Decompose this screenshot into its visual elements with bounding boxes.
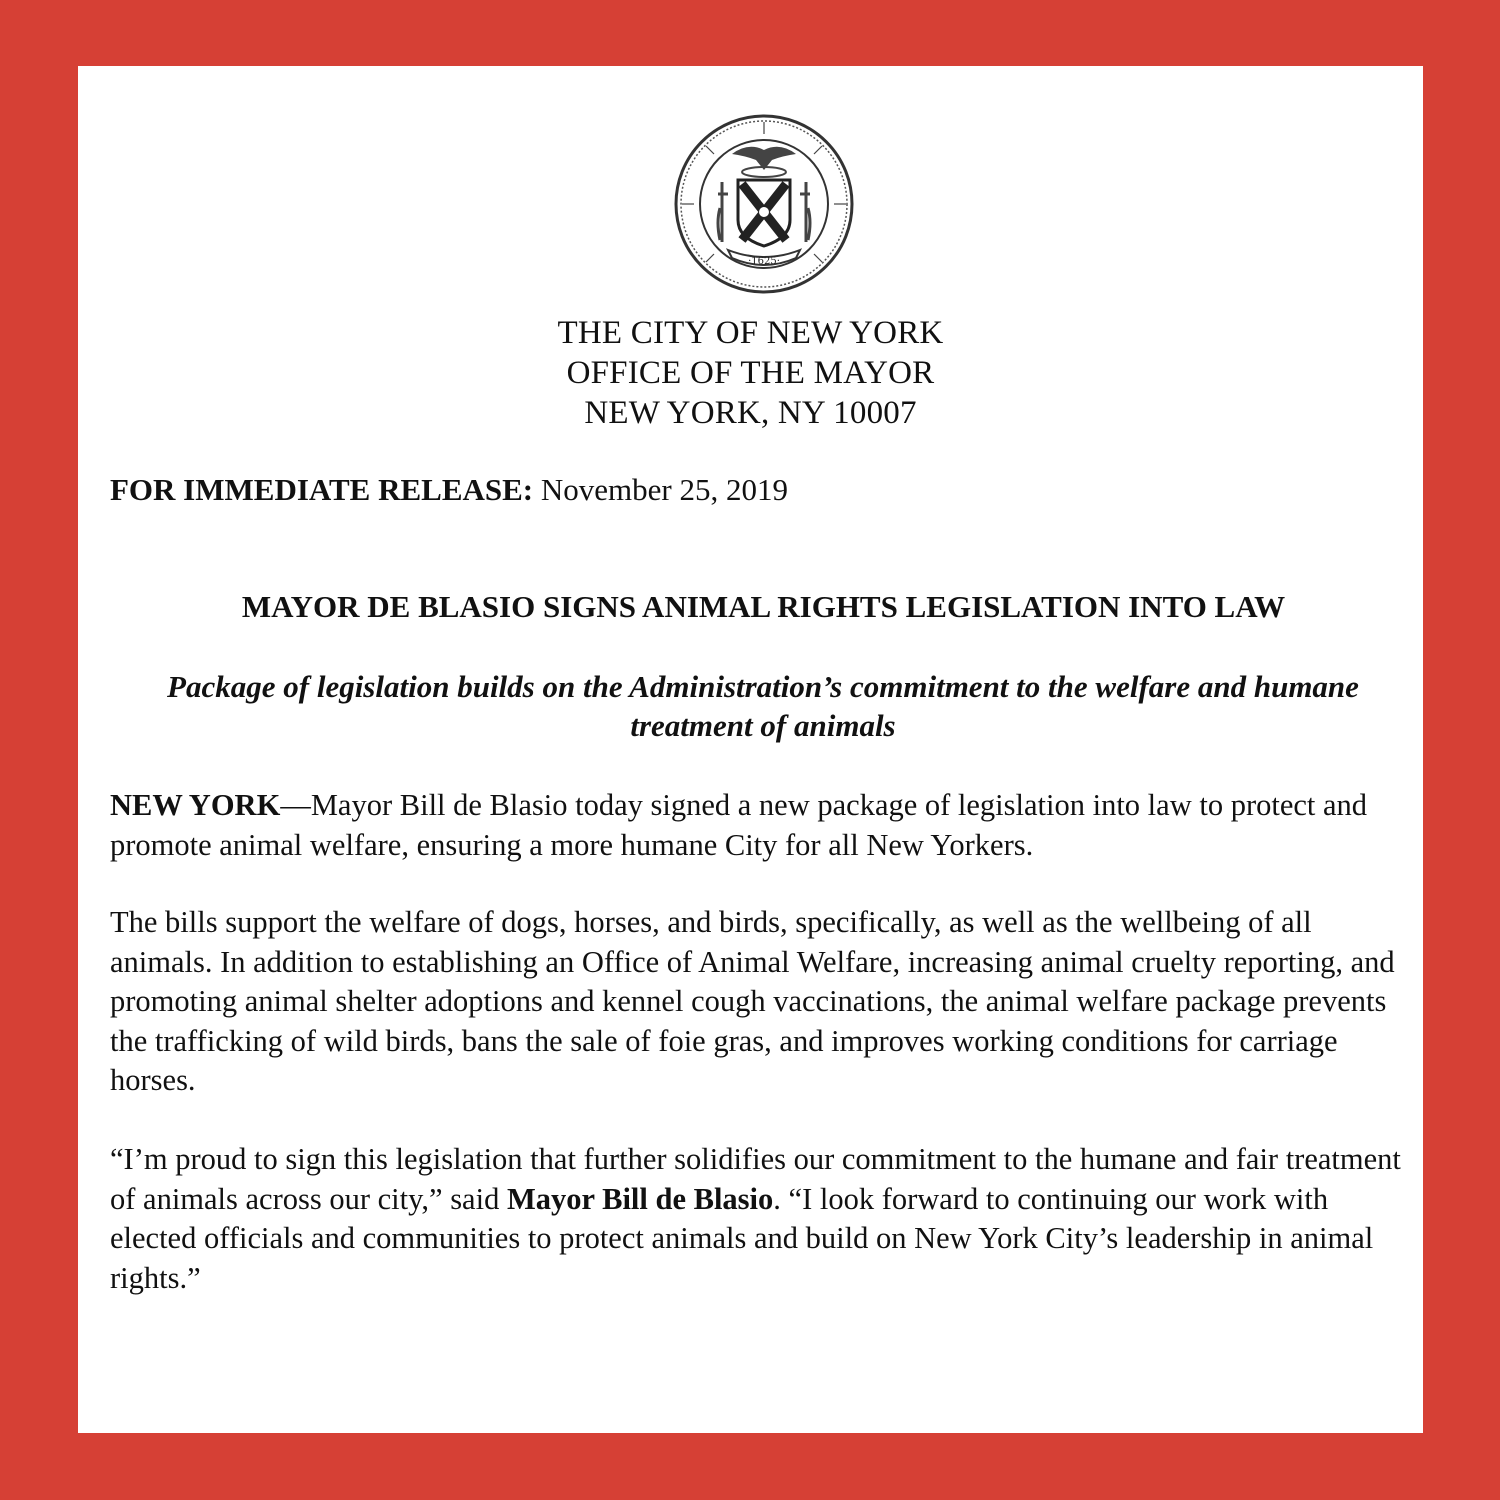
letterhead-address: NEW YORK, NY 10007 <box>584 395 917 431</box>
paragraph-bills: The bills support the welfare of dogs, horses, and birds, specifically, as well as the wellbeing of all animals. In addition to establishing an Office of Animal Welfare, increasing animal cruelty reporting, and promoting animal shelter adoptions and kennel cough vaccinations, the animal welfare package prevents the trafficking of wild birds, bans the sale of foie gras, and improves working conditions for carriage horses. <box>110 905 1395 1097</box>
release-label: FOR IMMEDIATE RELEASE: <box>110 472 534 507</box>
dateline: NEW YORK <box>110 788 281 822</box>
subheadline: Package of legislation builds on the Administration’s commitment to the welfare and humane treatment of animals <box>167 669 1359 743</box>
quote-speaker: Mayor Bill de Blasio <box>506 1181 774 1216</box>
quote-end: . “I look forward to continuing our work with elected officials and communities to protect animals and build on New York City’s leadership in animal rights.” <box>110 1181 1374 1295</box>
letterhead <box>78 313 1423 433</box>
release-line <box>110 470 788 510</box>
intro-text: —Mayor Bill de Blasio today signed a new package of legislation into law to protect and promote animal welfare, ensuring a more humane City for all New Yorkers. <box>110 788 1368 862</box>
city-seal-icon <box>672 112 856 296</box>
letterhead-office: OFFICE OF THE MAYOR <box>566 355 935 391</box>
release-date: November 25, 2019 <box>540 472 788 507</box>
letterhead-city: THE CITY OF NEW YORK <box>557 315 944 351</box>
page-title: MAYOR DE BLASIO SIGNS ANIMAL RIGHTS LEGISLATION INTO LAW <box>241 589 1286 624</box>
svg-text:·1625·: ·1625· <box>748 256 780 267</box>
paragraph-intro <box>110 786 1410 865</box>
paragraph-quote <box>110 1140 1410 1298</box>
quote-start: “I’m proud to sign this legislation that further solidifies our commitment to the humane and fair treatment of animals across our city,” said <box>110 1142 1401 1216</box>
